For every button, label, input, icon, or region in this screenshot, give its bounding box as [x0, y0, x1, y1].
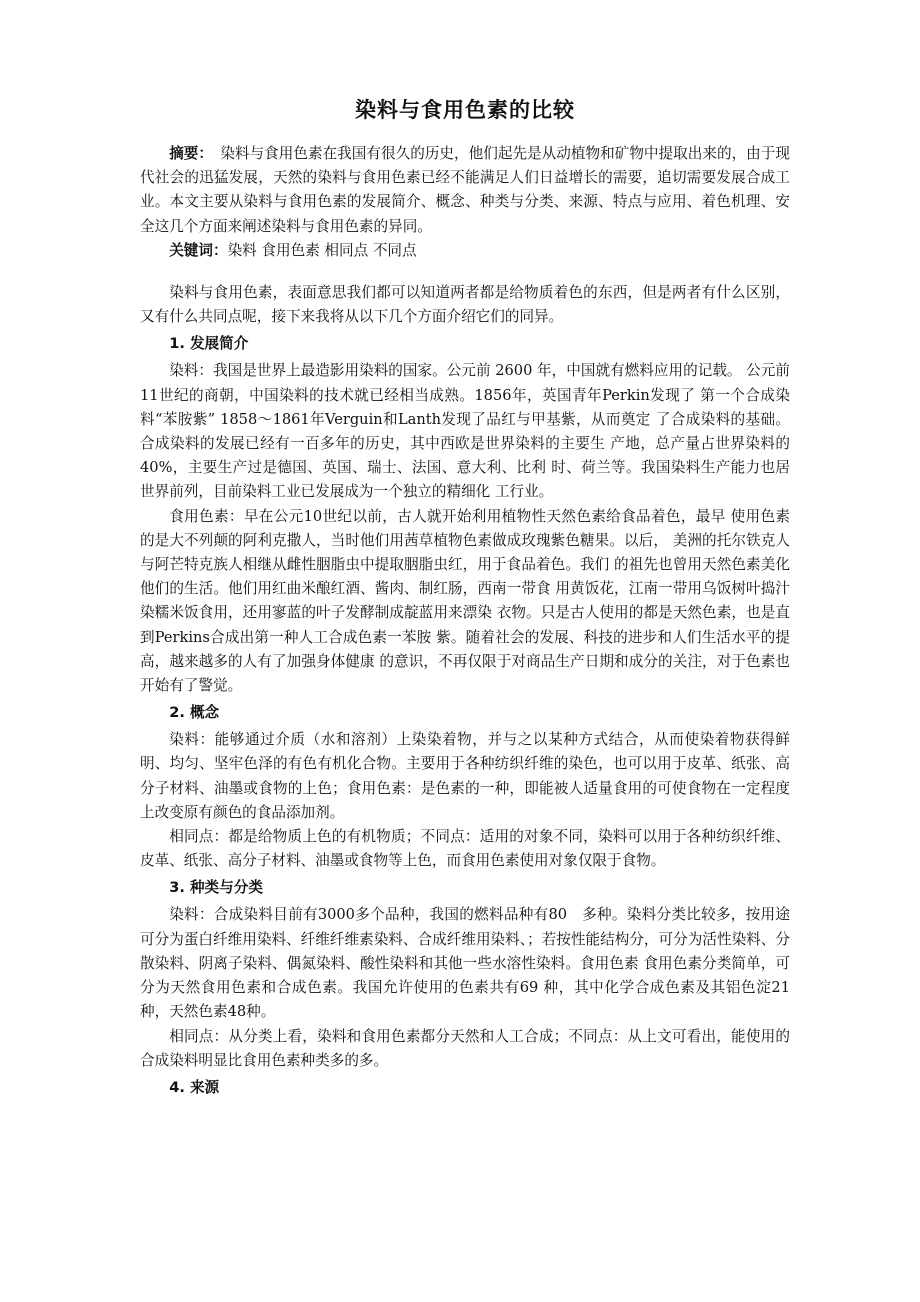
section-2-paragraph-2: 相同点：都是给物质上色的有机物质；不同点：适用的对象不同，染料可以用于各种纺织纤维、皮革、纸张、高分子材料、油墨或食物等上色，而食用色素使用对象仅限于食物。	[140, 828, 790, 870]
intro-paragraph: 染料与食用色素，表面意思我们都可以知道两者都是给物质着色的东西，但是两者有什么区别，又有什么共同点呢，接下来我将从以下几个方面介绍它们的同异。	[140, 284, 790, 326]
document-page	[140, 96, 790, 1103]
page-title: 染料与食用色素的比较	[355, 98, 575, 122]
keywords-label: 关键词：	[169, 241, 228, 259]
section-heading-1: 1. 发展简介	[169, 335, 249, 353]
section-1-paragraph-2: 食用色素：早在公元10世纪以前，古人就开始利用植物性天然色素给食品着色，最早 使用色素的是大不列颠的阿利克撒人，当时他们用茜草植物色素做成玫瑰紫色糖果。以后， 美洲的托尔铁克人与阿芒特克族人相继从雌性胭脂虫中提取胭脂虫红，用于食品着色。我们 的祖先也曾用天然色素美化他们的生活。他们用红曲米酿红酒、酱肉、制红肠，西南一带食 用黄饭花，江南一带用乌饭树叶捣汁染糯米饭食用，还用寥蓝的叶子发酵制成靛蓝用来漂染 衣物。只是古人使用的都是天然色素，也是直到Perkins合成出第一种人工合成色素一苯胺 紫。随着社会的发展、科技的进步和人们生活水平的提高，越来越多的人有了加强身体健康 的意识，不再仅限于对商品生产日期和成分的关注，对于色素也开始有了警觉。	[140, 507, 790, 695]
section-heading-4: 4. 来源	[169, 1078, 220, 1096]
section-1-paragraph-1: 染料：我国是世界上最造影用染料的国家。公元前 2600 年，中国就有燃料应用的记载。 公元前11世纪的商朝，中国染料的技术就已经相当成熟。1856年，英国青年Perkin发现了 第一个合成染料“苯胺紫” 1858〜1861年Verguin和Lanth发现了品红与甲基紫，从而奠定 了合成染料的基础。合成染料的发展已经有一百多年的历史，其中西欧是世界染料的主要生 产地，总产量占世界染料的 40%，主要生产过是德国、英国、瑞士、法国、意大利、比利 时、荷兰等。我国染料生产能力也居世界前列，目前染料工业已发展成为一个独立的精细化 工行业。	[140, 362, 790, 501]
section-heading-3: 3. 种类与分类	[169, 879, 263, 897]
abstract-text: 染料与食用色素在我国有很久的历史，他们起先是从动植物和矿物中提取出来的，由于现代社会的迅猛发展，天然的染料与食用色素已经不能满足人们日益增长的需要，追切需要发展合成工业。本文主要从染料与食用色素的发展简介、概念、种类与分类、来源、特点与应用、着色机理、安全这几个方面来阐述染料与食用色素的异同。	[140, 145, 790, 235]
section-3-paragraph-1: 染料：合成染料目前有3000多个品种，我国的燃料品种有80 多种。染料分类比较多，按用途可分为蛋白纤维用染料、纤维纤维素染料、合成纤维用染料、；若按性能结构分，可分为活性染料、分散染料、阴离子染料、偶氮染料、酸性染料和其他一些水溶性染料。食用色素 食用色素分类简单，可分为天然食用色素和合成色素。我国允许使用的色素共有69 种，其中化学合成色素及其铝色淀21种，天然色素48种。	[140, 906, 790, 1021]
keywords-text: 染料 食用色素 相同点 不同点	[227, 241, 417, 259]
section-3-paragraph-2: 相同点：从分类上看，染料和食用色素都分天然和人工合成；不同点：从上文可看出，能使用的合成染料明显比食用色素种类多的多。	[140, 1027, 790, 1069]
abstract	[140, 142, 790, 239]
section-2-paragraph-1: 染料：能够通过介质（水和溶剂）上染染着物，并与之以某种方式结合，从而使染着物获得鲜明、均匀、坚牢色泽的有色有机化合物。主要用于各种纺织纤维的染色，也可以用于皮革、纸张、高分子材料、油墨或食物的上色；食用色素：是色素的一种，即能被人适量食用的可使食物在一定程度上改变原有颜色的食品添加剂。	[140, 731, 790, 821]
keywords	[140, 239, 790, 263]
abstract-label: 摘要：	[169, 145, 206, 162]
section-heading-2: 2. 概念	[169, 704, 220, 722]
